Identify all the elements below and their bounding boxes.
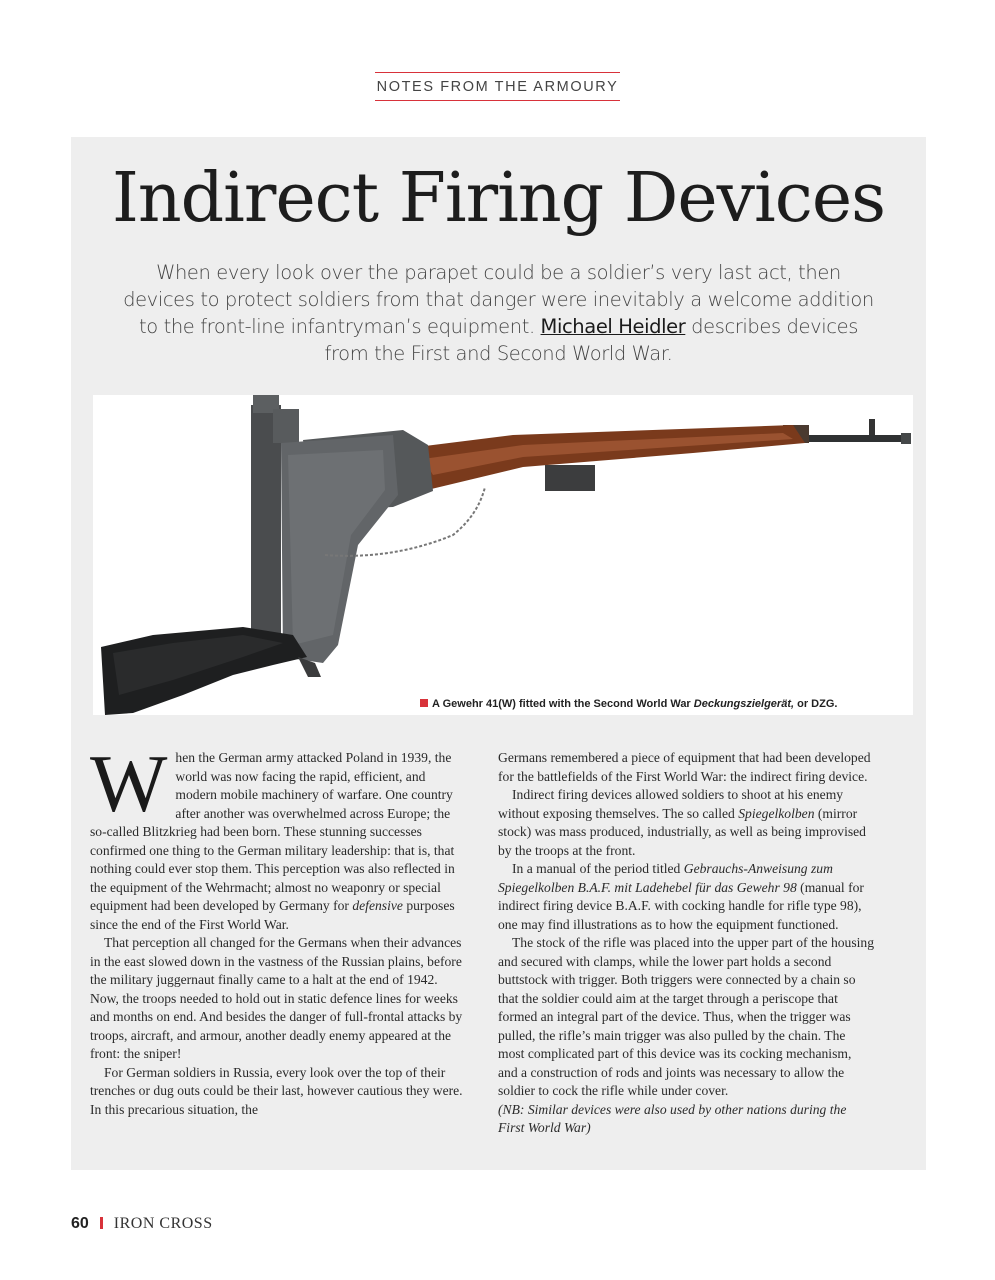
caption-text: A Gewehr 41(W) fitted with the Second World War	[432, 698, 694, 710]
page-number: 60	[71, 1215, 89, 1232]
caption-bullet-icon	[420, 699, 428, 707]
photo-caption	[420, 698, 920, 710]
paragraph-text: Indirect firing devices allowed soldiers to shoot at his enemy without exposing themselves. The so called	[498, 787, 844, 821]
caption-text-end: or DZG.	[794, 698, 838, 710]
standfirst-text-end: describes devices from the First and Second World War.	[324, 315, 858, 365]
paragraph: That perception all changed for the Germans when their advances in the east slowed down in the vastness of the Russian plains, before the military juggernaut finally came to a halt at the end of 1942. Now, the troops needed to hold out in static defence lines for weeks and months on end. And besides the danger of full-frontal attacks by troops, aircraft, and armour, another deadly enemy appeared at the front: the sniper!	[90, 935, 463, 1061]
editor-note	[498, 1101, 874, 1138]
author-link[interactable]: Michael Heidler	[540, 315, 686, 338]
paragraph	[498, 786, 874, 860]
editor-note-text: (NB: Similar devices were also used by other nations during the First World War)	[498, 1101, 847, 1135]
paragraph: Germans remembered a piece of equipment that had been developed for the battlefields of the First World War: the indirect firing device.	[498, 750, 871, 784]
standfirst	[121, 259, 876, 367]
drop-cap: W	[90, 738, 168, 829]
article-column-left	[90, 738, 466, 1119]
magazine-name: IRON CROSS	[113, 1215, 213, 1232]
paragraph: For German soldiers in Russia, every look over the top of their trenches or dug outs could be their last, however cautious they were. In this precarious situation, the	[90, 1064, 463, 1117]
paragraph-text-end: (manual for indirect firing device B.A.F. with cocking handle for rifle type 98), one may find illustrations as to how the equipment functioned.	[498, 879, 864, 932]
article-panel	[71, 137, 926, 1170]
paragraph	[498, 860, 874, 934]
caption-italic: Deckungszielgerät,	[693, 698, 795, 710]
paragraph-italic: Spiegelkolben	[738, 805, 815, 821]
paragraph-text-end: (mirror stock) was mass produced, industrially, as well as being improvised by the troops at the front.	[498, 805, 866, 858]
footer-divider	[100, 1217, 103, 1229]
article-title: Indirect Firing Devices	[112, 159, 885, 238]
page-footer	[71, 1215, 213, 1233]
section-tag	[0, 72, 995, 101]
paragraph-text: In a manual of the period titled	[512, 861, 684, 876]
standfirst-text: When every look over the parapet could be a soldier’s very last act, then devices to protect soldiers from that danger were inevitably a welcome addition to the front-line infantryman’s equipment.	[123, 261, 874, 338]
article-column-right	[498, 749, 874, 1138]
paragraph-text-end: purposes since the end of the First World War.	[90, 898, 455, 932]
paragraph-italic: defensive	[352, 898, 403, 913]
rifle-photo	[93, 395, 913, 715]
section-tag-label: NOTES FROM THE ARMOURY	[375, 72, 621, 101]
paragraph-text: hen the German army attacked Poland in 1939, the world was now facing the rapid, efficient, and modern mobile machinery of warfare. One country after another was overwhelmed across Europe; the so-called Blitzkrieg had been born. These stunning successes confirmed one thing to the German military leadership: that is, that nothing could ever stop them. This perception was also reflected in the equipment of the Wehrmacht; almost no weaponry or special equipment had been developed by Germany for	[90, 750, 455, 913]
paragraph	[90, 738, 466, 934]
paragraph-italic: Gebrauchs-Anweisung zum Spiegelkolben B.A.F. mit Ladehebel für das Gewehr 98	[498, 861, 833, 895]
paragraph: The stock of the rifle was placed into the upper part of the housing and secured with clamps, while the lower part holds a second buttstock with trigger. Both triggers were connected by a chain so that the soldier could aim at the target through a periscope that formed an integral part of the device. Thus, when the trigger was pulled, the rifle’s main trigger was also pulled by the chain. The most complicated part of this device was its cocking mechanism, and a construction of rods and joints was necessary to allow the soldier to cock the rifle while under cover.	[498, 935, 875, 1098]
